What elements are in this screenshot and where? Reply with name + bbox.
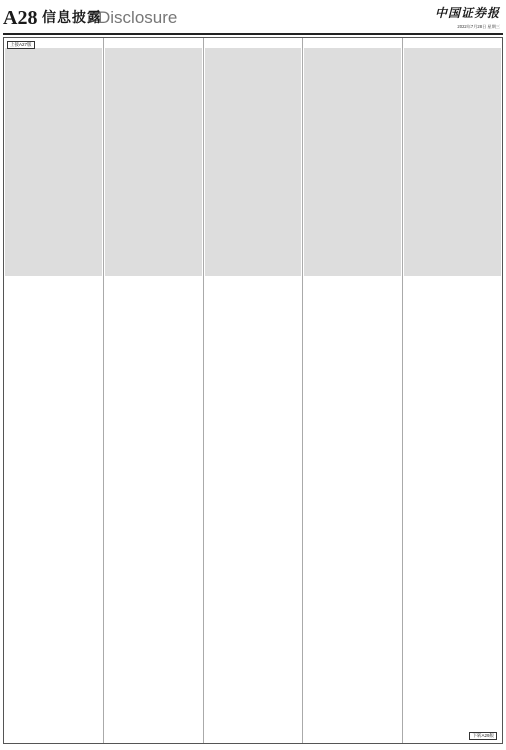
- table-row: [205, 275, 302, 276]
- disclosure-table-area: [3, 37, 503, 744]
- masthead: [0, 0, 506, 38]
- page-code: A28: [3, 7, 38, 29]
- table-columns: [4, 38, 502, 743]
- table-row: [5, 275, 102, 276]
- table-column: [4, 38, 104, 743]
- issue-date: 2022年7月28日 星期三: [457, 24, 500, 29]
- table-column: [104, 38, 204, 743]
- table-column: [303, 38, 403, 743]
- section-title-cn: 信息披露: [42, 10, 102, 26]
- continued-from-label: 上接A27版: [7, 41, 35, 49]
- table-column: [204, 38, 304, 743]
- masthead-rule: [3, 33, 503, 35]
- table-row: [105, 275, 202, 276]
- newspaper-logo: 中国证券报: [434, 6, 500, 20]
- section-title-en: Disclosure: [98, 8, 178, 27]
